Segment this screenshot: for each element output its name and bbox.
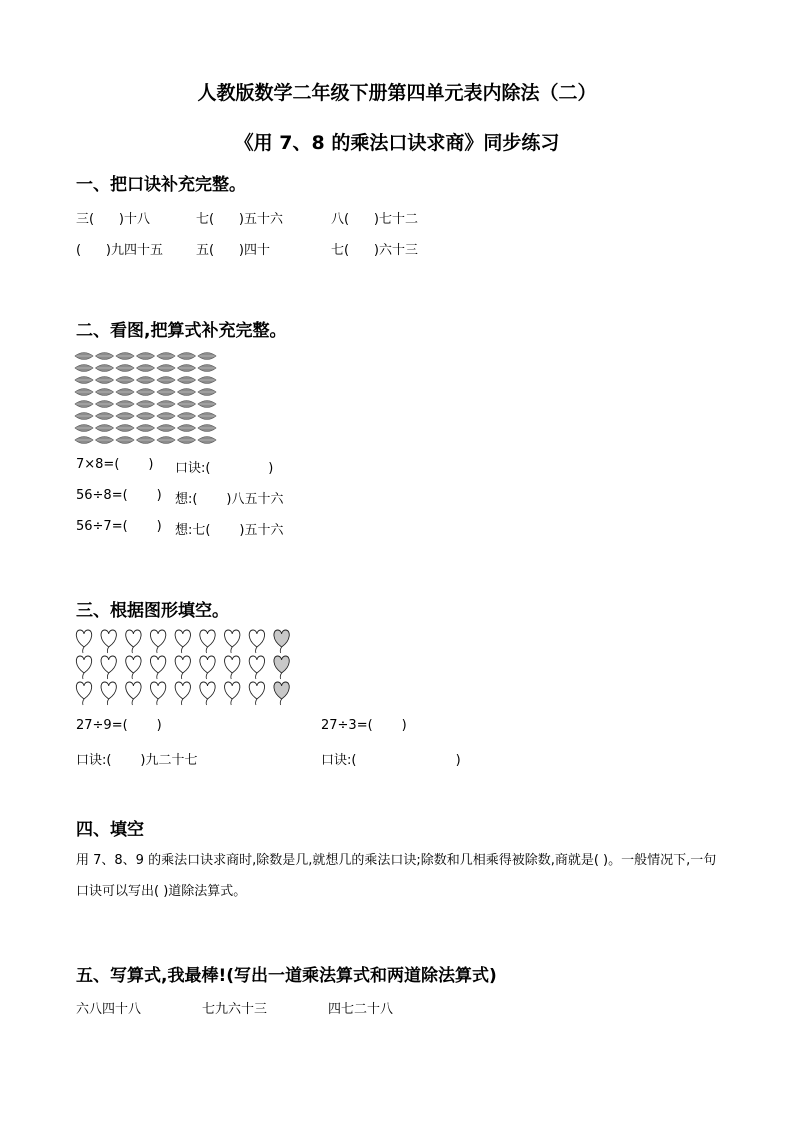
fill-in-item: 七( )五十六 <box>196 212 283 227</box>
leaf-grid-figure <box>74 350 224 446</box>
leaf-icon <box>178 353 196 360</box>
heart-balloon-icon <box>126 682 141 705</box>
heart-balloon-icon <box>150 682 165 705</box>
heart-balloon-icon <box>249 630 264 653</box>
section-3-heading: 三、根据图形填空。 <box>76 601 229 621</box>
heart-balloon-icon <box>274 682 289 705</box>
heart-balloon-icon <box>76 656 91 679</box>
heart-balloon-icon <box>126 656 141 679</box>
leaf-icon <box>116 401 134 408</box>
leaf-icon <box>116 437 134 444</box>
equation-hint: 口诀:( ) <box>175 461 274 476</box>
leaf-icon <box>198 401 216 408</box>
heart-balloon-icon <box>200 656 215 679</box>
heart-balloon-icon <box>274 656 289 679</box>
heart-balloon-icon <box>150 656 165 679</box>
page-subtitle: 《用 7、8 的乘法口诀求商》同步练习 <box>234 132 560 154</box>
rhyme-item: 七九六十三 <box>202 1002 268 1017</box>
equation: 56÷7=( ) <box>76 519 162 534</box>
leaf-icon <box>178 377 196 384</box>
leaf-icon <box>178 413 196 420</box>
leaf-icon <box>157 365 175 372</box>
heart-balloon-icon <box>126 630 141 653</box>
leaf-icon <box>116 365 134 372</box>
leaf-icon <box>116 353 134 360</box>
leaf-icon <box>178 365 196 372</box>
leaf-icon <box>75 437 93 444</box>
equation: 27÷3=( ) <box>321 718 407 733</box>
leaf-icon <box>96 353 114 360</box>
heart-balloon-icon <box>200 630 215 653</box>
heart-balloon-figure <box>74 628 296 706</box>
leaf-icon <box>198 365 216 372</box>
leaf-icon <box>96 389 114 396</box>
equation-hint: 想:七( )五十六 <box>175 523 284 538</box>
leaf-icon <box>96 413 114 420</box>
leaf-icon <box>157 401 175 408</box>
leaf-icon <box>75 401 93 408</box>
leaf-icon <box>96 377 114 384</box>
leaf-icon <box>198 413 216 420</box>
leaf-icon <box>116 389 134 396</box>
section-5-heading: 五、写算式,我最棒!(写出一道乘法算式和两道除法算式) <box>76 966 497 986</box>
leaf-icon <box>116 425 134 432</box>
leaf-icon <box>198 425 216 432</box>
leaf-icon <box>137 425 155 432</box>
leaf-icon <box>157 413 175 420</box>
fill-blank-paragraph: 用 7、8、9 的乘法口诀求商时,除数是几,就想几的乘法口诀;除数和几相乘得被除数,商就是( )。一般情况下,一句口诀可以写出( )道除法算式。 <box>76 853 717 899</box>
leaf-icon <box>198 353 216 360</box>
fill-in-item: ( )九四十五 <box>76 243 163 258</box>
leaf-icon <box>198 389 216 396</box>
heart-balloon-icon <box>225 630 240 653</box>
leaf-icon <box>96 401 114 408</box>
heart-balloon-icon <box>200 682 215 705</box>
leaf-icon <box>178 437 196 444</box>
section-4-heading: 四、填空 <box>76 820 144 840</box>
fill-in-item: 三( )十八 <box>76 212 150 227</box>
leaf-icon <box>157 389 175 396</box>
heart-balloon-icon <box>150 630 165 653</box>
leaf-icon <box>157 353 175 360</box>
leaf-icon <box>75 353 93 360</box>
section-1-heading: 一、把口诀补充完整。 <box>76 175 246 195</box>
equation-hint: 想:( )八五十六 <box>175 492 284 507</box>
page-title: 人教版数学二年级下册第四单元表内除法（二） <box>197 82 597 104</box>
leaf-icon <box>137 389 155 396</box>
leaf-icon <box>198 437 216 444</box>
heart-balloon-icon <box>101 656 116 679</box>
fill-in-item: 八( )七十二 <box>331 212 418 227</box>
leaf-icon <box>157 437 175 444</box>
leaf-icon <box>75 377 93 384</box>
leaf-icon <box>137 377 155 384</box>
leaf-icon <box>137 365 155 372</box>
heart-balloon-icon <box>225 656 240 679</box>
heart-balloon-icon <box>101 630 116 653</box>
leaf-icon <box>116 377 134 384</box>
leaf-icon <box>116 413 134 420</box>
heart-balloon-icon <box>249 656 264 679</box>
leaf-icon <box>178 425 196 432</box>
heart-balloon-icon <box>274 630 289 653</box>
leaf-icon <box>137 353 155 360</box>
leaf-icon <box>137 437 155 444</box>
equation-hint: 口诀:( )九二十七 <box>76 753 198 768</box>
equation-hint: 口诀:( ) <box>321 753 461 768</box>
heart-balloon-icon <box>76 630 91 653</box>
rhyme-item: 四七二十八 <box>328 1002 394 1017</box>
leaf-icon <box>75 425 93 432</box>
heart-balloon-icon <box>76 682 91 705</box>
leaf-icon <box>178 401 196 408</box>
leaf-icon <box>157 425 175 432</box>
leaf-icon <box>75 365 93 372</box>
leaf-icon <box>178 389 196 396</box>
equation: 27÷9=( ) <box>76 718 162 733</box>
leaf-icon <box>96 437 114 444</box>
leaf-icon <box>198 377 216 384</box>
rhyme-item: 六八四十八 <box>76 1002 142 1017</box>
leaf-icon <box>96 425 114 432</box>
heart-balloon-icon <box>175 682 190 705</box>
equation: 56÷8=( ) <box>76 488 162 503</box>
heart-balloon-icon <box>175 656 190 679</box>
leaf-icon <box>157 377 175 384</box>
leaf-icon <box>96 365 114 372</box>
equation: 7×8=( ) <box>76 457 154 472</box>
leaf-icon <box>75 389 93 396</box>
leaf-icon <box>75 413 93 420</box>
leaf-icon <box>137 413 155 420</box>
section-2-heading: 二、看图,把算式补充完整。 <box>76 321 287 341</box>
fill-in-item: 五( )四十 <box>196 243 270 258</box>
heart-balloon-icon <box>225 682 240 705</box>
fill-in-item: 七( )六十三 <box>331 243 418 258</box>
heart-balloon-icon <box>175 630 190 653</box>
leaf-icon <box>137 401 155 408</box>
heart-balloon-icon <box>249 682 264 705</box>
heart-balloon-icon <box>101 682 116 705</box>
